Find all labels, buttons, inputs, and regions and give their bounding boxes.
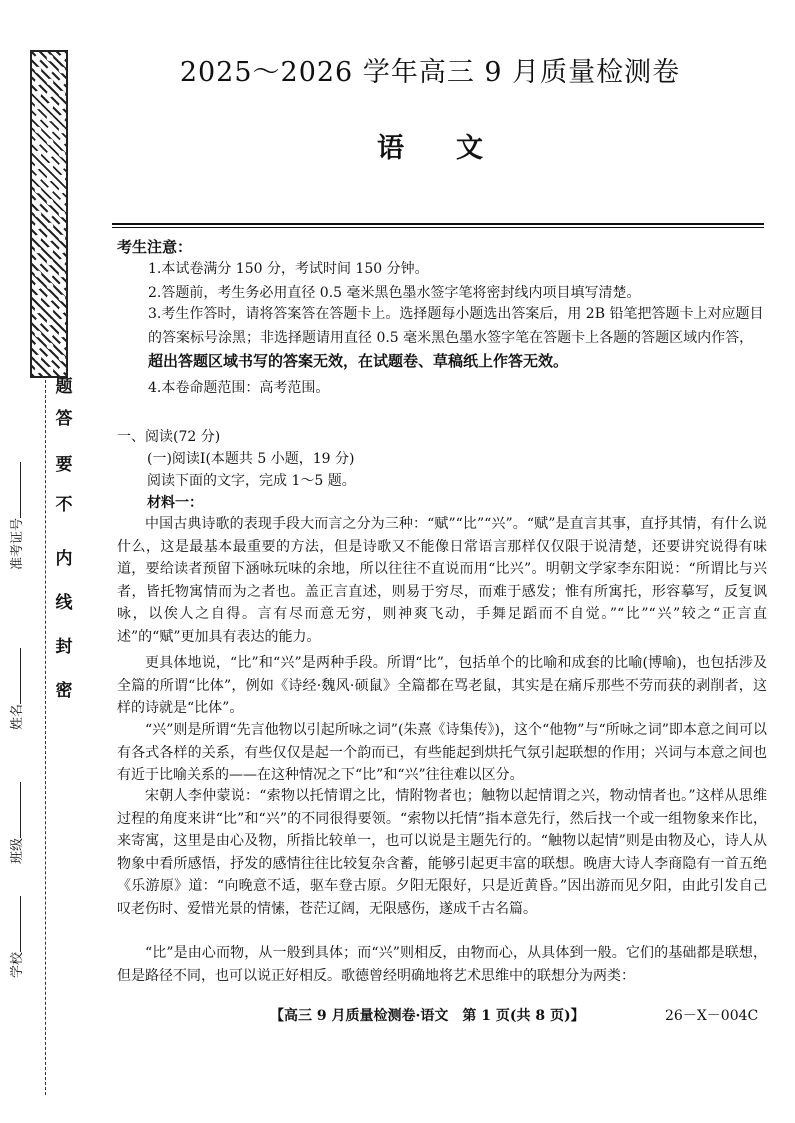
notice-title: 考生注意： bbox=[117, 238, 193, 256]
seal-char: 不 bbox=[55, 495, 73, 515]
body-paragraph-2: 更具体地说，“比”和“兴”是两种手段。所谓“比”，包括单个的比喻和成套的比喻(博喻)，也包括涉及全篇的所谓“比体”，例如《诗经·魏风·硕鼠》全篇都在骂老鼠，其实是在痛斥那些不劳而获的剥削者，这样的诗就是“比体”。 bbox=[117, 655, 767, 716]
class-field[interactable] bbox=[6, 782, 25, 864]
exam-title: 2025～2026 学年高三 9 月质量检测卷 bbox=[179, 57, 681, 88]
header-rule bbox=[112, 223, 764, 225]
class-label: 班级 bbox=[10, 837, 25, 864]
sub-heading: (一)阅读Ⅰ(本题共 5 小题，19 分) bbox=[147, 451, 355, 467]
seal-char: 答 bbox=[55, 409, 73, 429]
name-label: 姓名 bbox=[10, 703, 25, 730]
body-paragraph-3: “兴”则是所谓“先言他物以引起所咏之词”(朱熹《诗集传》)，这个“他物”与“所咏之词”即本意之间可以有各式各样的关系，有些仅仅是起一个韵而已，有些能起到烘托气氛引起联想的作用；兴词与本意之间也有近于比喻关系的——在这种情况之下“比”和“兴”往往难以区分。 bbox=[117, 722, 767, 783]
section-heading: 一、阅读(72 分) bbox=[117, 429, 221, 445]
name-field[interactable] bbox=[6, 648, 25, 730]
notice-item-2: 2.答题前，考生务必用直径 0.5 毫米黑色墨水签字笔将密封线内项目填写清楚。 bbox=[148, 285, 641, 301]
instruction: 阅读下面的文字，完成 1～5 题。 bbox=[147, 473, 356, 489]
notice-item-3-text: 3.考生作答时，请将答案答在答题卡上。选择题每小题选出答案后，用 2B 铅笔把答题卡上对应题目的答案标号涂黑；非选择题请用直径 0.5 毫米黑色墨水签字笔在答题卡上各题的答题区域内作答， bbox=[148, 306, 764, 346]
footer-code: 26－X－004C bbox=[665, 1008, 759, 1024]
seal-char: 内 bbox=[55, 549, 73, 569]
decorative-border-strip bbox=[30, 50, 68, 378]
notice-item-3 bbox=[148, 302, 766, 374]
footer-page-info: 【高三 9 月质量检测卷·语文 第 1 页(共 8 页)】 bbox=[270, 1008, 585, 1024]
header-rule-thin bbox=[112, 227, 764, 228]
seal-char: 题 bbox=[55, 377, 73, 397]
notice-item-4: 4.本卷命题范围：高考范围。 bbox=[148, 380, 330, 396]
school-label: 学校 bbox=[10, 951, 25, 978]
seal-char: 要 bbox=[55, 455, 73, 475]
notice-item-3-warning: 超出答题区域书写的答案无效，在试题卷、草稿纸上作答无效。 bbox=[148, 353, 569, 370]
body-paragraph-4: 宋朝人李仲蒙说：“索物以托情谓之比，情附物者也；触物以起情谓之兴，物动情者也。”这样从思维过程的角度来讲“比”和“兴”的不同很得要领。“索物以托情”指本意先行，然后找一个或一组物象来作比，来寄寓，这里是由心及物，所指比较单一，也可以说是主题先行的。“触物以起情”则是由物及心，诗人从物象中看所感悟，抒发的感情往往比较复杂含蓄，能够引起更丰富的联想。晚唐大诗人李商隐有一首五绝《乐游原》道：“向晚意不适，驱车登古原。夕阳无限好，只是近黄昏。”因出游而见夕阳，由此引发自己叹老伤时、爱惜光景的情愫，苍茫辽阔，无限感伤，遂成千古名篇。 bbox=[117, 788, 767, 917]
seal-char: 密 bbox=[55, 681, 73, 701]
seal-char: 封 bbox=[55, 637, 73, 657]
notice-item-1: 1.本试卷满分 150 分，考试时间 150 分钟。 bbox=[148, 261, 429, 277]
material-label: 材料一： bbox=[147, 495, 203, 511]
subject-title: 语文 bbox=[377, 133, 535, 164]
body-paragraph-5: “比”是由心而物，从一般到具体；而“兴”则相反，由物而心，从具体到一般。它们的基础都是联想，但是路径不同，也可以说正好相反。歌德曾经明确地将艺术思维中的联想分为两类： bbox=[117, 945, 767, 984]
exam-id-label: 准考证号 bbox=[10, 517, 25, 570]
exam-id-field[interactable] bbox=[6, 462, 25, 570]
body-paragraph-1: 中国古典诗歌的表现手段大而言之分为三种：“赋”“比”“兴”。“赋”是直言其事，直抒其情，有什么说什么，这是最基本最重要的方法，但是诗歌又不能像日常语言那样仅仅限于说清楚，还要讲究说得有味道，要给读者预留下涵咏玩味的余地，所以往往不直说而用“比兴”。明朝文学家李东阳说：“所谓比与兴者，皆托物寓情而为之者也。盖正言直述，则易于穷尽，而难于感发；惟有所寓托，形容摹写，反复讽咏，以俟人之自得。言有尽而意无穷，则神爽飞动，手舞足蹈而不自觉。”“比”“兴”较之“正言直述”的“赋”更加具有表达的能力。 bbox=[117, 516, 767, 645]
seal-char: 线 bbox=[55, 593, 73, 613]
seal-line bbox=[45, 380, 46, 1095]
school-field[interactable] bbox=[6, 896, 25, 978]
